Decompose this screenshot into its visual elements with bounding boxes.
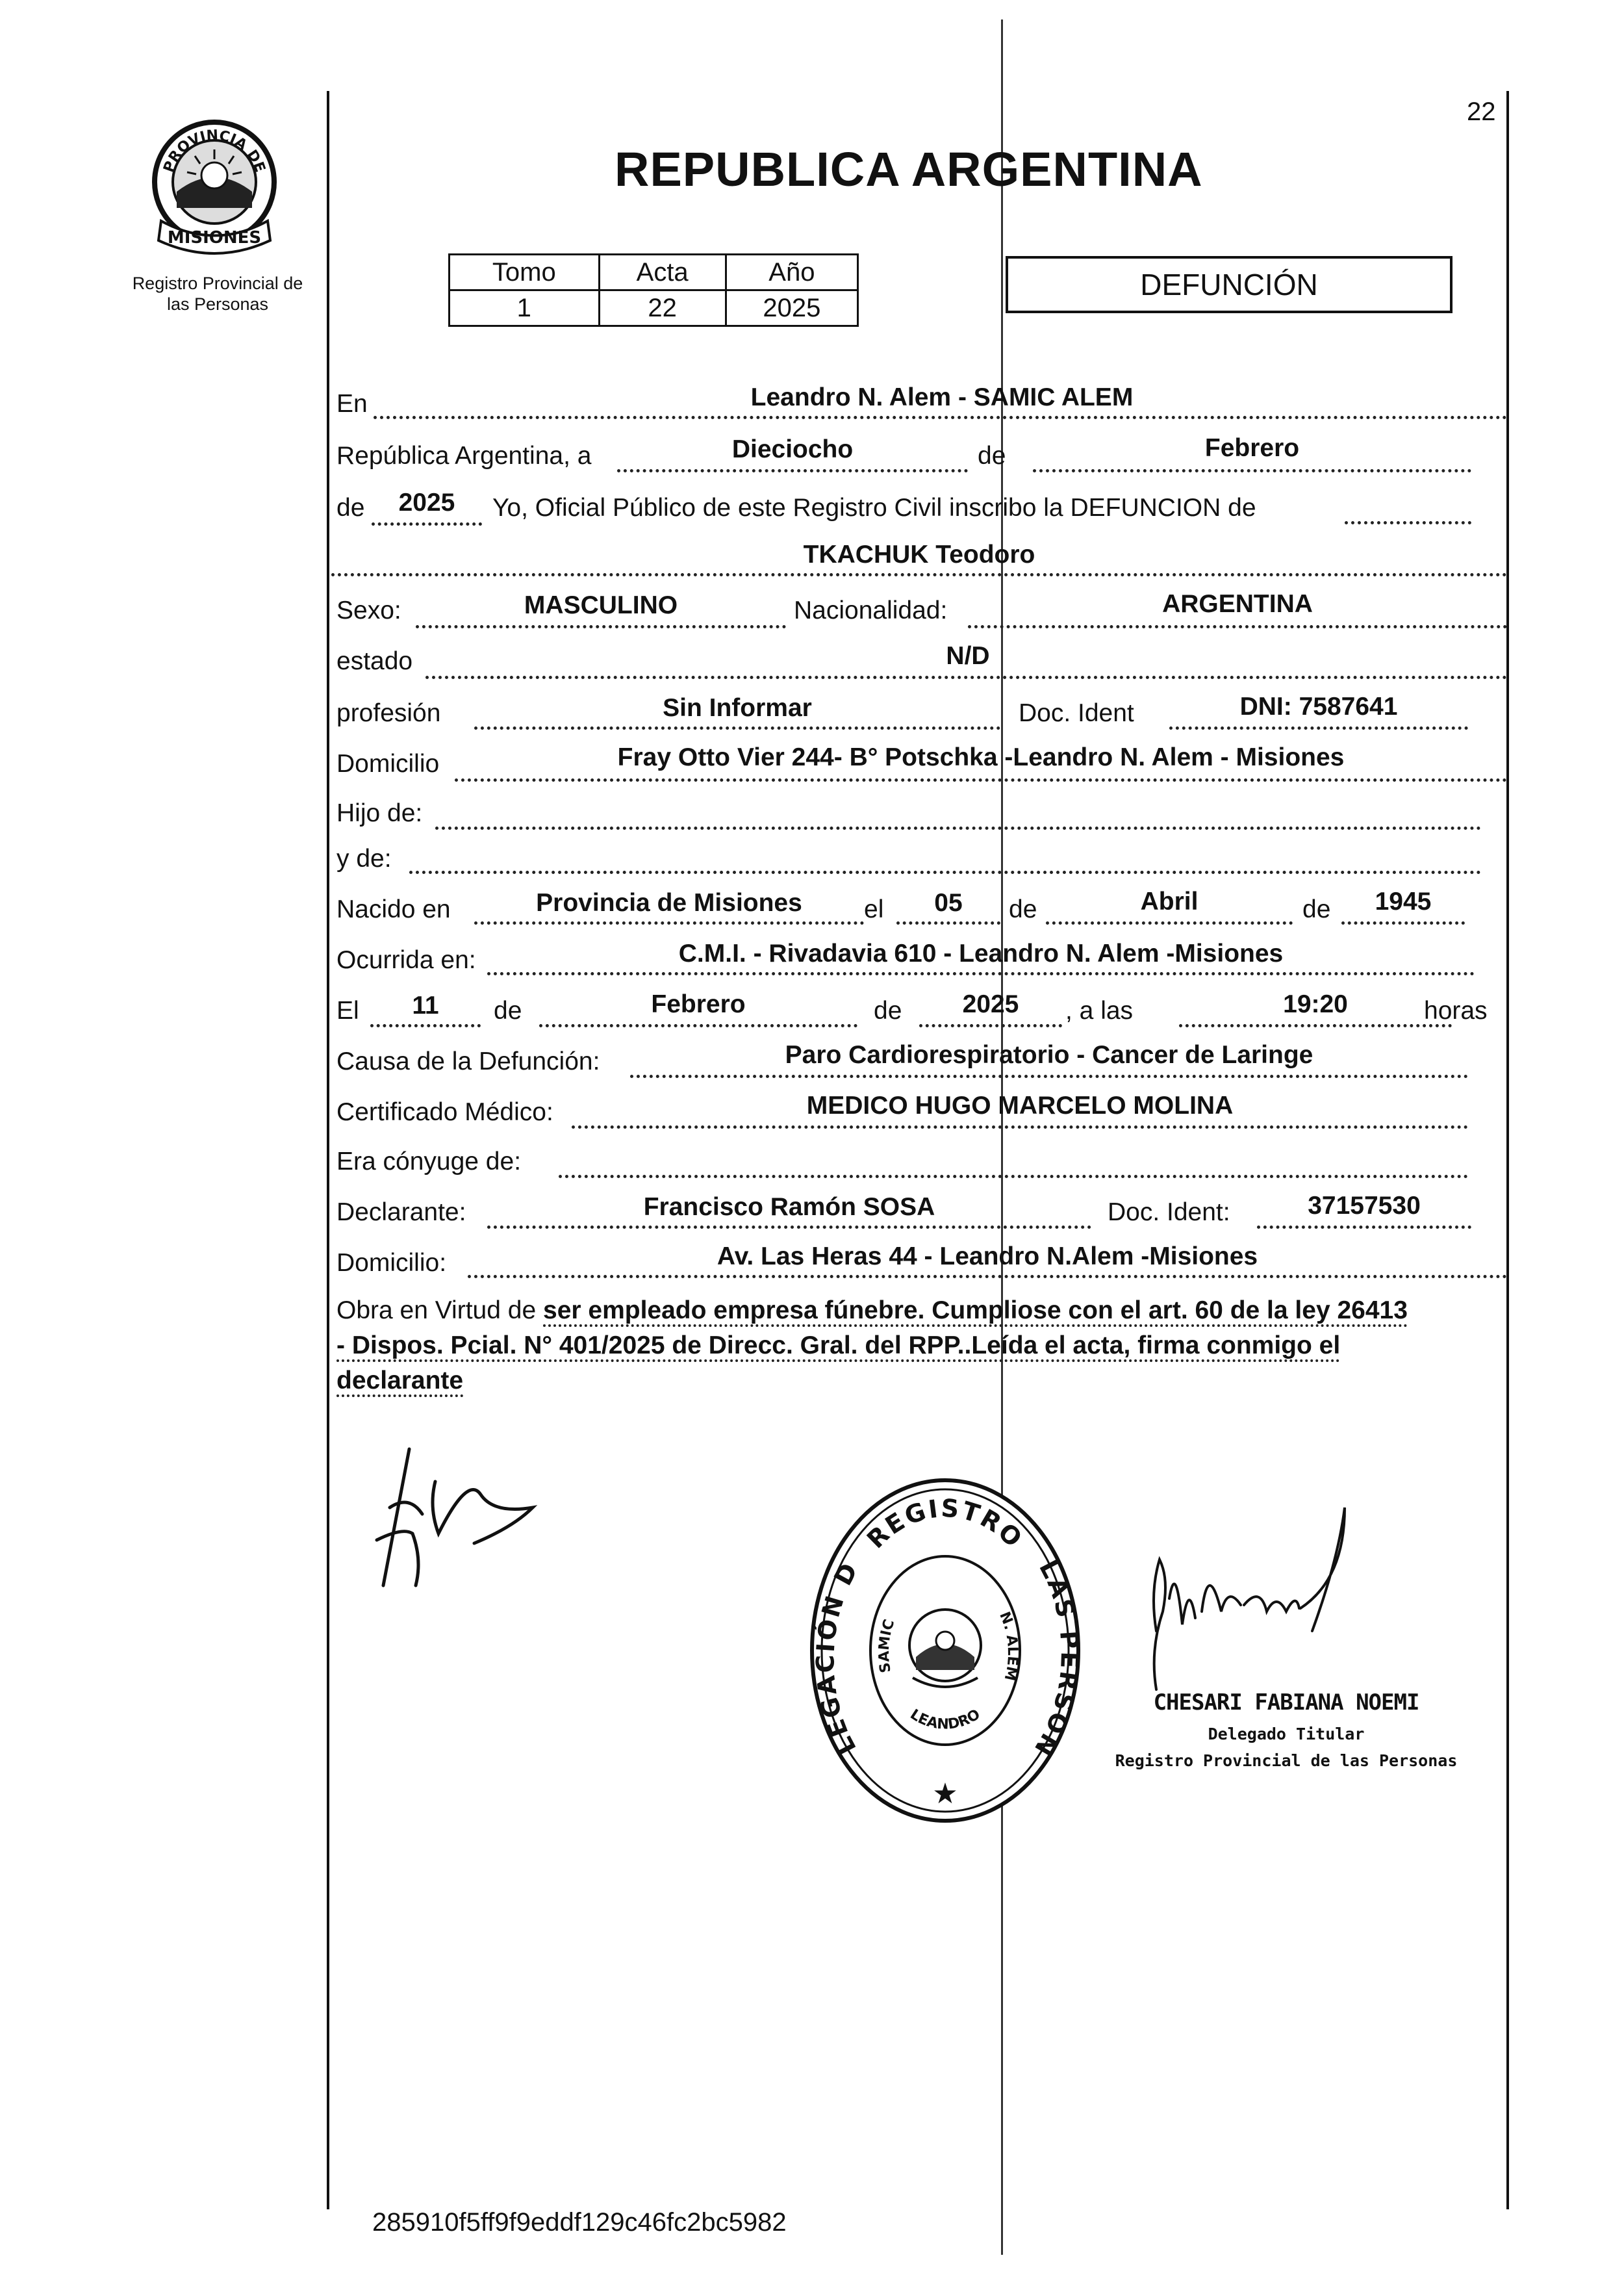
profesion-value: Sin Informar: [663, 694, 812, 722]
mes-dotted-line: [1033, 469, 1471, 472]
declarante-label: Declarante:: [336, 1198, 466, 1226]
nacido-value: Provincia de Misiones: [536, 889, 802, 917]
de-label-5: de: [494, 997, 522, 1025]
certificado-dotted-line: [572, 1125, 1468, 1129]
domicilio2-dotted-line: [468, 1275, 1507, 1278]
obra-paragraph: [336, 1293, 1506, 1398]
registrar-office: Registro Provincial de las Personas: [1115, 1751, 1458, 1770]
yde-dotted-line: [409, 871, 1481, 874]
nac-anio-value: 1945: [1375, 888, 1432, 916]
nac-dia-dotted-line: [896, 921, 1000, 925]
de-label-3: de: [1009, 895, 1037, 923]
estado-dotted-line: [425, 676, 1507, 679]
nacionalidad-value: ARGENTINA: [1162, 590, 1313, 618]
registrar-name: CHESARI FABIANA NOEMI: [1153, 1689, 1419, 1715]
domicilio-dotted-line: [455, 778, 1507, 782]
declarante-doc-value: 37157530: [1308, 1192, 1421, 1220]
causa-dotted-line: [630, 1075, 1468, 1078]
certificado-value: MEDICO HUGO MARCELO MOLINA: [806, 1092, 1234, 1120]
province-logo: [143, 110, 286, 260]
nac-mes-dotted-line: [1046, 921, 1293, 925]
estado-value: N/D: [946, 642, 990, 670]
nombre-value: TKACHUK Teodoro: [803, 541, 1035, 569]
record-table-header-row: [450, 255, 858, 290]
ocurrida-dotted-line: [487, 972, 1475, 975]
logo-seal-ring-text: PROVINCIA DE: [160, 127, 268, 175]
nac-mes-value: Abril: [1140, 888, 1199, 916]
nacido-label: Nacido en: [336, 895, 451, 923]
seal-left-text: LEGACIÓN D: [811, 1556, 865, 1760]
hijo-dotted-line: [435, 827, 1481, 830]
def-anio-value: 2025: [962, 990, 1019, 1018]
obra-prefix: Obra en Virtud de: [336, 1296, 537, 1324]
record-table: [448, 253, 859, 327]
sexo-label: Sexo:: [336, 597, 401, 624]
def-dia-dotted-line: [370, 1024, 481, 1027]
mes-value: Febrero: [1204, 434, 1300, 462]
def-hora-dotted-line: [1179, 1024, 1452, 1027]
en-value: Leandro N. Alem - SAMIC ALEM: [750, 383, 1134, 411]
domicilio-value: Fray Otto Vier 244- B° Potschka -Leandro N. Alem - Misiones: [617, 743, 1345, 771]
registrar-name-block: [1078, 1689, 1494, 1770]
registrar-signature: [1130, 1482, 1403, 1702]
record-table-value-row: [450, 290, 858, 326]
acta-header: Acta: [599, 255, 726, 290]
domicilio2-label: Domicilio:: [336, 1249, 447, 1277]
nacionalidad-dotted-line: [968, 625, 1507, 628]
declarant-signature: [364, 1430, 559, 1624]
declarante-doc-dotted-line: [1257, 1226, 1471, 1229]
domicilio-label: Domicilio: [336, 750, 440, 778]
docident-label: Doc. Ident: [1019, 699, 1134, 727]
causa-value: Paro Cardiorespiratorio - Cancer de Laringe: [785, 1041, 1313, 1069]
anio-value: 2025: [726, 290, 857, 326]
registrar-role: Delegado Titular: [1208, 1725, 1365, 1743]
profesion-label: profesión: [336, 699, 441, 727]
seal-inner-bottom-text: LEANDRO: [907, 1706, 983, 1733]
nac-dia-value: 05: [934, 889, 963, 917]
domicilio2-value: Av. Las Heras 44 - Leandro N.Alem -Misiones: [717, 1242, 1258, 1270]
def-mes-value: Febrero: [651, 990, 746, 1018]
logo-banner-text: MISIONES: [167, 228, 262, 248]
seal-right-text: LAS PERSON: [1028, 1555, 1085, 1763]
left-margin-rule: [327, 91, 329, 2209]
de-label-2: de: [336, 494, 365, 522]
anio-registro-value: 2025: [398, 489, 455, 517]
profesion-dotted-line: [474, 726, 1000, 730]
declarante-doc-label: Doc. Ident:: [1108, 1198, 1230, 1226]
sexo-value: MASCULINO: [524, 591, 678, 619]
obra-bold-2: - Dispos. Pcial. N° 401/2025 de Direcc. Gral. del RPP..Leída el acta, firma conmigo el: [336, 1331, 1340, 1362]
def-hora-value: 19:20: [1283, 990, 1348, 1018]
tomo-header: Tomo: [450, 255, 600, 290]
yo-dotted-line: [1345, 521, 1471, 524]
de-label-6: de: [874, 997, 902, 1025]
de-label-4: de: [1302, 895, 1331, 923]
nacido-dotted-line: [474, 921, 864, 925]
seal-inner-right-text: N. ALEM: [996, 1610, 1021, 1682]
conyuge-dotted-line: [559, 1175, 1468, 1178]
causa-label: Causa de la Defunción:: [336, 1047, 600, 1075]
anio-header: Año: [726, 255, 857, 290]
footer-hash: 285910f5ff9f9eddf129c46fc2bc5982: [372, 2208, 787, 2237]
anio-dotted-line: [372, 522, 482, 526]
de-label-1: de: [978, 442, 1006, 470]
docident-dotted-line: [1169, 726, 1468, 730]
def-anio-dotted-line: [919, 1024, 1062, 1027]
logo-caption-line2: las Personas: [166, 294, 269, 314]
tomo-value: 1: [450, 290, 600, 326]
hijo-label: Hijo de:: [336, 799, 423, 827]
certificado-label: Certificado Médico:: [336, 1098, 553, 1126]
conyuge-label: Era cónyuge de:: [336, 1148, 522, 1175]
def-dia-value: 11: [412, 992, 439, 1020]
logo-caption-line1: Registro Provincial de: [132, 274, 303, 293]
dia-dotted-line: [617, 469, 968, 472]
logo-caption: [114, 273, 322, 315]
yo-text: Yo, Oficial Público de este Registro Civil inscribo la DEFUNCION de: [492, 494, 1256, 522]
seal-inner-left-text: SAMIC: [876, 1617, 898, 1675]
nombre-dotted-line: [331, 573, 1507, 576]
docident-value: DNI: 7587641: [1239, 693, 1398, 721]
horas-label: horas: [1424, 997, 1488, 1025]
document-type-label: DEFUNCIÓN: [1140, 268, 1318, 302]
seal-star-icon: ★: [932, 1778, 958, 1810]
nac-anio-dotted-line: [1341, 921, 1465, 925]
sexo-dotted-line: [416, 625, 786, 628]
ocurrida-value: C.M.I. - Rivadavia 610 - Leandro N. Alem -Misiones: [678, 940, 1284, 968]
def-mes-dotted-line: [539, 1024, 857, 1027]
en-label: En: [336, 390, 368, 418]
obra-bold-1: ser empleado empresa fúnebre. Cumpliose con el art. 60 de la ley 26413: [543, 1296, 1408, 1327]
nacionalidad-label: Nacionalidad:: [794, 597, 948, 624]
ocurrida-label: Ocurrida en:: [336, 946, 476, 974]
declarante-dotted-line: [487, 1226, 1091, 1229]
obra-bold-3: declarante: [336, 1367, 463, 1397]
official-seal: [806, 1475, 1085, 1826]
El-label: El: [336, 997, 359, 1025]
estado-label: estado: [336, 647, 413, 675]
document-type-box: [1006, 256, 1453, 313]
acta-value: 22: [599, 290, 726, 326]
alas-label: , a las: [1065, 997, 1134, 1025]
dia-value: Dieciocho: [731, 435, 854, 463]
yde-label: y de:: [336, 845, 392, 873]
el-label: el: [864, 895, 884, 923]
page-number: 22: [1467, 97, 1496, 126]
page-title: REPUBLICA ARGENTINA: [615, 142, 1203, 196]
en-dotted-line: [374, 416, 1507, 419]
republica-label: República Argentina, a: [336, 442, 592, 470]
seal-top-text: REGISTRO: [861, 1493, 1029, 1554]
declarante-value: Francisco Ramón SOSA: [643, 1193, 935, 1221]
center-fold-line: [1001, 19, 1003, 2255]
